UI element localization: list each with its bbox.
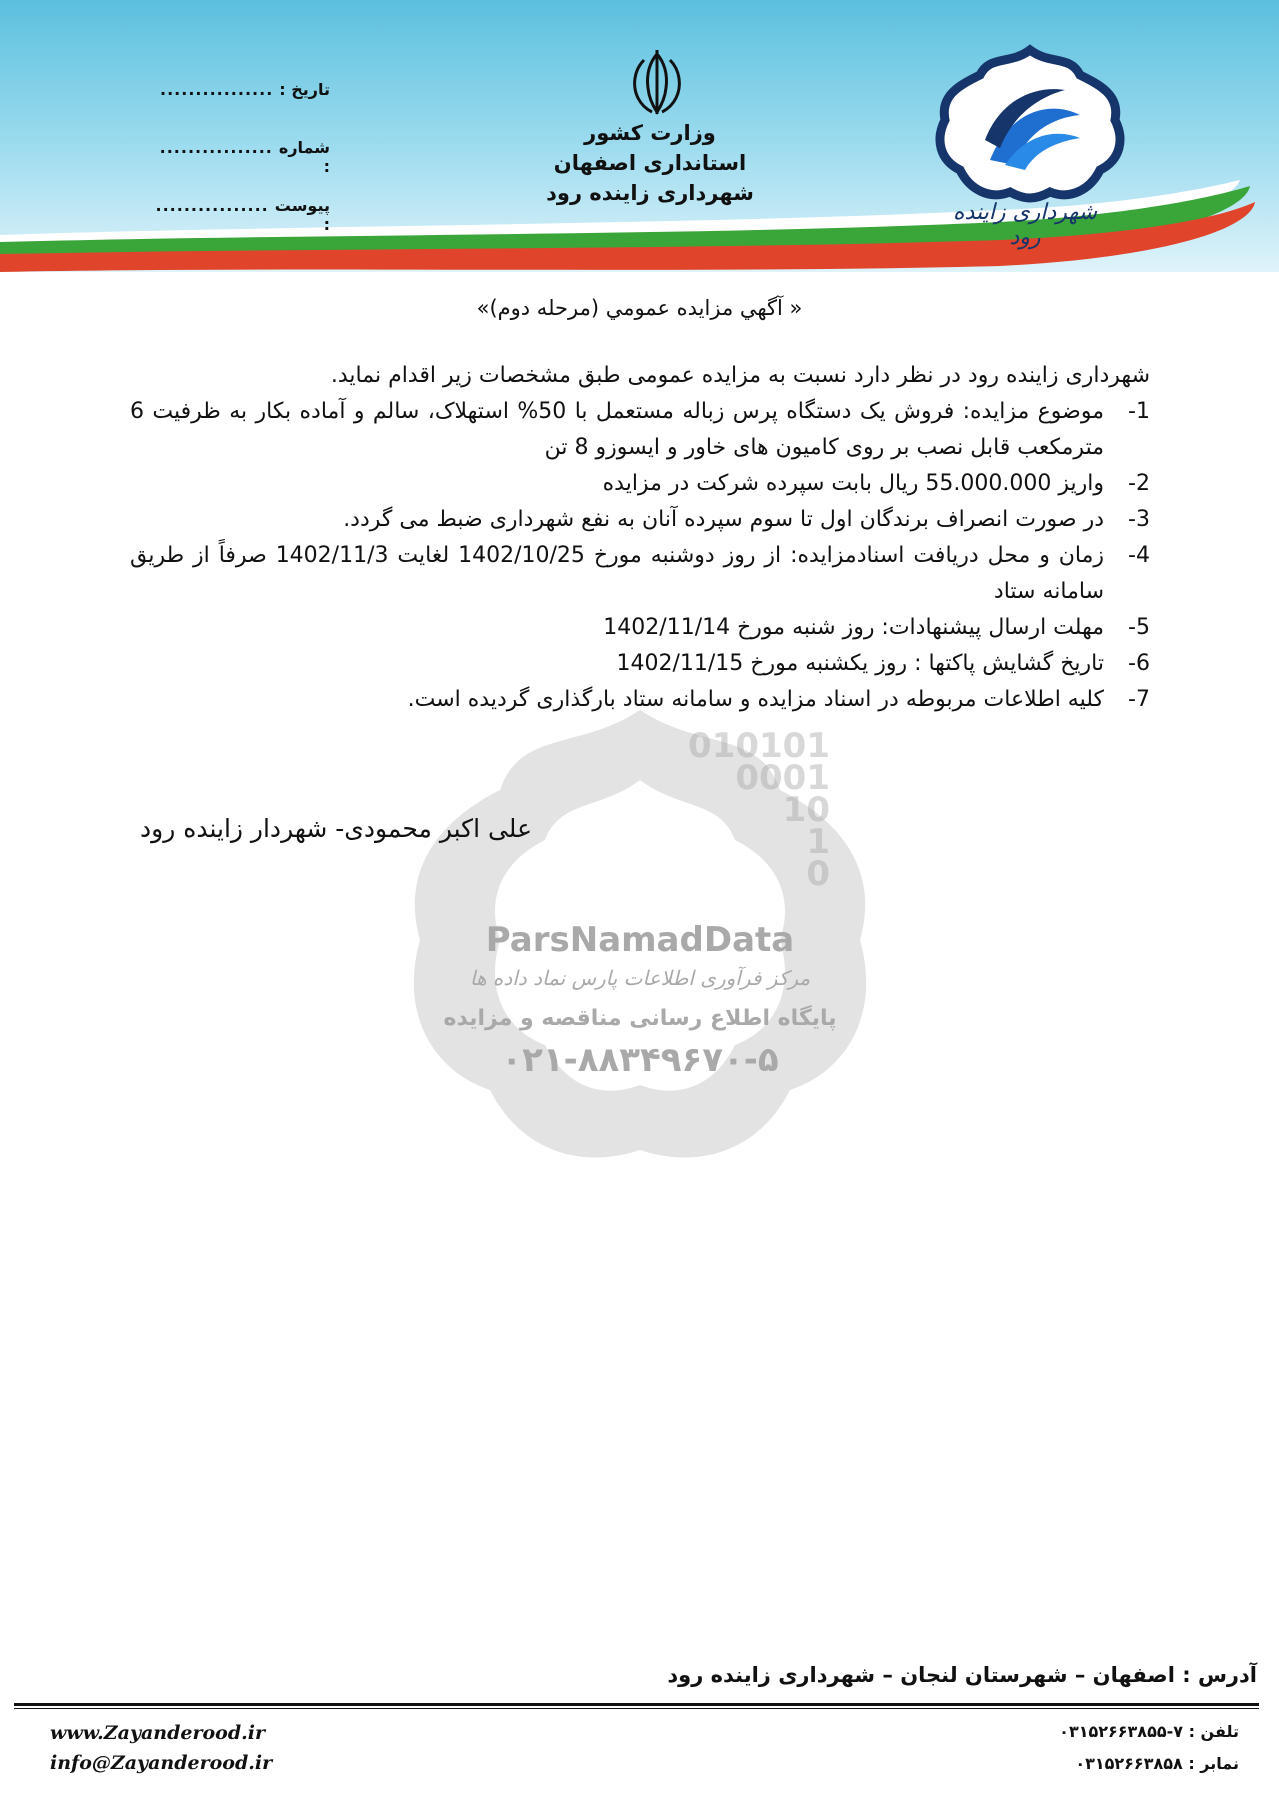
government-heading [520,118,780,208]
footer-divider-thin [14,1708,1259,1709]
list-item: 6- تاریخ گشایش پاکتها : روز یکشنبه مورخ 1402/11/15 [616,651,1150,676]
list-item: 4- زمان و محل دریافت اسنادمزایده: از روز دوشنبه مورخ 1402/10/25 لغایت 1402/11/3 صرفاً از طریق سامانه ستاد [130,543,1150,604]
list-item: 7- کلیه اطلاعات مربوطه در اسناد مزایده و سامانه ستاد بارگذاری گردیده است. [407,687,1150,712]
meta-date [160,80,330,138]
signature: علی اکبر محمودی- شهردار زاینده رود [140,814,533,843]
municipality-name: شهرداری زاینده رود [546,181,754,205]
meta-attachment [155,196,330,254]
list-item: 5- مهلت ارسال پیشنهادات: روز شنبه مورخ 1402/11/14 [603,615,1150,640]
logo-caption: شهرداری زاینده رود [952,200,1098,250]
meta-number [160,138,330,196]
notice-items [130,394,1150,718]
list-item: 3- در صورت انصراف برندگان اول تا سوم سپرده آنان به نفع شهرداری ضبط می گردد. [343,507,1150,532]
meta-attachment-label: پیوست : [274,196,330,234]
watermark-phone: ۰۲۱-۸۸۳۴۹۶۷۰-۵ [501,1040,779,1080]
watermark-tagline: مرکز فرآوری اطلاعات پارس نماد داده ها [469,966,811,990]
footer-address: آدرس : اصفهان – شهرستان لنجان – شهرداری زاینده رود [667,1663,1257,1687]
governorate-name: استانداری اصفهان [553,151,747,175]
watermark-digits: 010101 0001 10 1 0 [688,726,830,894]
email-link[interactable]: info@Zayanderood.ir [50,1752,273,1774]
meta-number-label: شماره : [278,138,330,176]
notice-intro: شهرداری زاینده رود در نظر دارد نسبت به مزایده عمومی طبق مشخصات زیر اقدام نماید. [330,363,1150,388]
meta-date-label: تاریخ : [279,80,330,99]
footer-divider [14,1703,1259,1706]
list-item: 2- واریز 55.000.000 ریال بابت سپرده شرکت در مزایده [602,471,1150,496]
iran-emblem [622,48,692,118]
website-link[interactable]: www.Zayanderood.ir [50,1722,265,1744]
meta-attachment-value: ................ [155,196,269,215]
watermark-brand: ParsNamadData [485,920,795,960]
footer-phone: تلفن : ۷-۰۳۱۵۲۶۶۳۸۵۵ [1059,1722,1239,1741]
meta-number-value: ................ [159,138,273,157]
notice-body [130,358,1150,718]
watermark-subtitle: پایگاه اطلاع رسانی مناقصه و مزایده [443,1006,837,1031]
ministry-name: وزارت کشور [584,121,716,145]
letter-meta [155,80,330,254]
footer-fax: نمابر : ۰۳۱۵۲۶۶۳۸۵۸ [1075,1754,1239,1773]
notice-title: « آگهي مزايده عمومي (مرحله دوم)» [476,296,803,320]
list-item: 1- موضوع مزایده: فروش یک دستگاه پرس زباله مستعمل با 50% استهلاک، سالم و آماده بکار به ظرفیت 6 مترمکعب قابل نصب بر روی کامیون های خاور و ایسوزو 8 تن [130,399,1150,460]
meta-date-value: ................ [160,80,274,99]
